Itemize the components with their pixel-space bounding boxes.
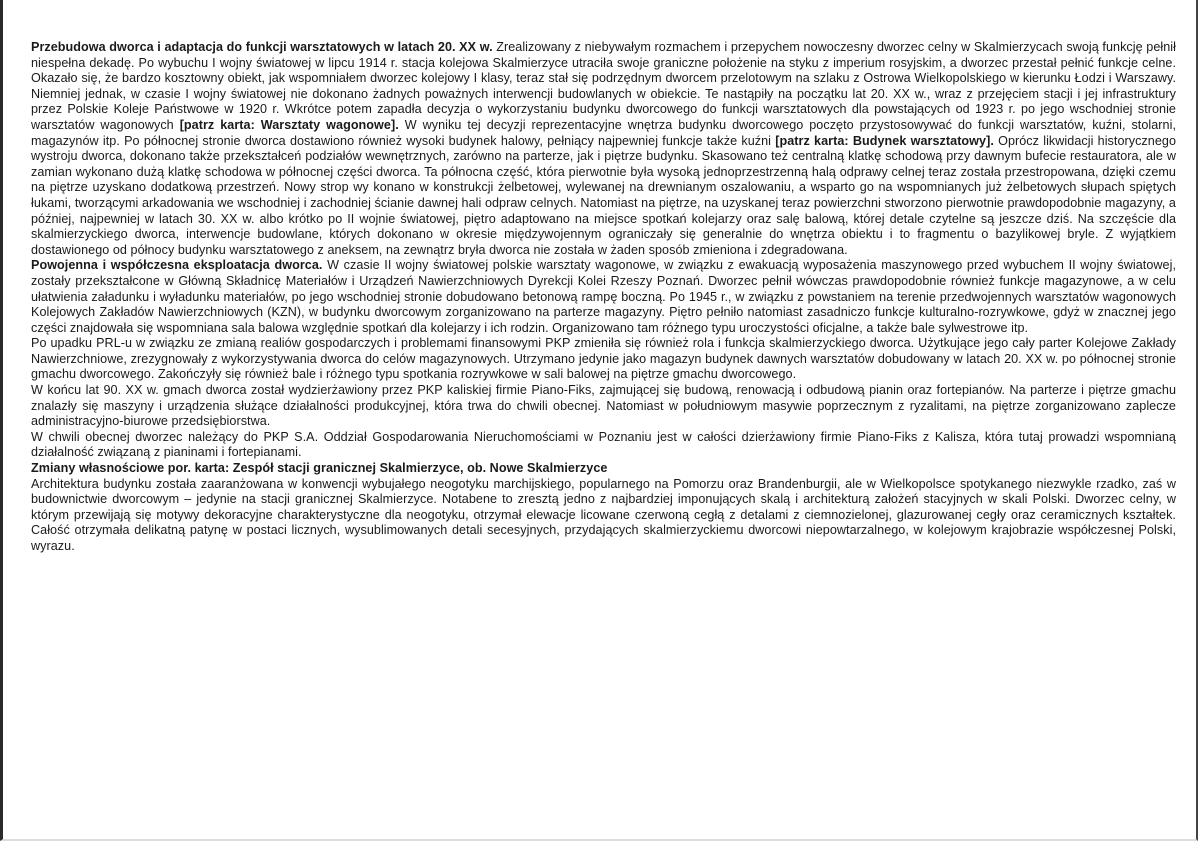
paragraph xyxy=(31,383,1176,430)
paragraph xyxy=(31,430,1176,461)
paragraph xyxy=(31,461,1176,477)
text-run: W czasie II wojny światowej polskie warsztaty wagonowe, w związku z ewakuacją wyposażenia maszynowego przed wybuchem II wojny światowej, zostały przekształcone w Główną Składnicę Materiałów i Urządzeń Nawierzchniowych Dyrekcji Kolei Rzeszy Poznań. Dworzec pełnił wówczas prawdopodobnie również funkcje magazynowe, a w celu ułatwienia załadunku i wyładunku materiałów, po jego wschodniej stronie dobudowano betonową rampę boczną. Po 1945 r., w związku z powstaniem na terenie przedwojennych warsztatów wagonowych Kolejowych Zakładów Nawierzchniowych (KZN), w budynku dworcowym zorganizowano na parterze magazyny. Piętro pełniło natomiast zasadniczo funkcje kulturalno-rozrywkowe, gdyż w znacznej jego części znajdowała się wspomniana sala balowa względnie spotkań dla kolejarzy i ich rodzin. Organizowano tam różnego typu uroczystości oficjalne, a także bale sylwestrowe itp. xyxy=(31,258,1176,335)
text-run: W chwili obecnej dworzec należący do PKP S.A. Oddział Gospodarowania Nieruchomościami w Poznaniu jest w całości dzierżawiony firmie Piano-Fiks z Kalisza, która tutaj prowadzi wspomnianą działalność związaną z pianinami i fortepianami. xyxy=(31,429,1176,460)
bold-text-run: [patrz karta: Budynek warsztatowy]. xyxy=(775,133,994,148)
document-text xyxy=(31,40,1176,555)
paragraph xyxy=(31,258,1176,336)
bold-text-run: Powojenna i współczesna eksploatacja dworca. xyxy=(31,258,323,273)
text-run: Po upadku PRL-u w związku ze zmianą realiów gospodarczych i problemami finansowymi PKP zmieniła się również rola i funkcja skalmierzyckiego dworca. Użytkujące jego cały parter Kolejowe Zakłady Nawierzchniowe, zrezygnowały z wykorzystywania dworca do celów magazynowych. Utrzymano jedynie jako magazyn budynek dawnych warsztatów dobudowany w latach 20. XX w. po północnej stronie gmachu dworcowego. Zakończyły się również bale i różnego typu spotkania rozrywkowe w sali balowej na piętrze gmachu dworcowego. xyxy=(31,336,1176,382)
paragraph xyxy=(31,40,1176,258)
bold-text-run: Zmiany własnościowe por. karta: Zespół stacji granicznej Skalmierzyce, ob. Nowe Skalmierzyce xyxy=(31,461,608,476)
text-run: W końcu lat 90. XX w. gmach dworca został wydzierżawiony przez PKP kaliskiej firmie Piano-Fiks, zajmującej się budową, renowacją i odbudową pianin oraz fortepianów. Na parterze i piętrze gmachu znalazły się maszyny i urządzenia służące działalności produkcyjnej, która trwa do chwili obecnej. Natomiast w południowym masywie poprzecznym z ryzalitami, na piętrze zorganizowano zaplecze administracyjno-biurowe przedsiębiorstwa. xyxy=(31,383,1176,429)
paragraph xyxy=(31,477,1176,555)
paragraph xyxy=(31,336,1176,383)
bold-text-run: Przebudowa dworca i adaptacja do funkcji warsztatowych w latach 20. XX w. xyxy=(31,40,493,54)
text-run: Oprócz likwidacji historycznego wystroju dworca, dokonano także przekształceń podziałów wewnętrznych, zarówno na parterze, jak i piętrze budynku. Skasowano też centralną klatkę schodową przy dawnym bufecie restauratora, ale w zamian wykonano dużą klatkę schodowa w północnej części dworca. Ta północna część, która pierwotnie była wysoką jednoprzestrzenną halą odprawy celnej teraz została przestropowana, dzięki czemu na piętrze uzyskano dodatkową przestrzeń. Nowy strop wy konano w konstrukcji żelbetowej, wylewanej na drewnianym oszalowaniu, a wsparto go na wspomnianych już żelbetowych słupach spiętych łukami, tworzącymi arkadowania we wschodniej i zachodniej ścianie dawnej hali odpraw celnych. Natomiast na piętrze, na uzyskanej teraz powierzchni stworzono pierwotnie prawdopodobnie magazyny, a później, najpewniej w latach 30. XX w. albo krótko po II wojnie światowej, piętro adaptowano na miejsce spotkań kolejarzy oraz salę balową, której detale czytelne są jeszcze dziś. Na szczęście dla skalmierzyckiego dworca, interwencje budowlane, których dokonano w okresie międzywojennym ograniczały się generalnie do wnętrza obiektu i to fragmentu o bazylikowej bryle. Z wyjątkiem dostawionego od północy budynku warsztatowego z aneksem, na zewnątrz bryła dworca nie została w żaden sposób zmieniona i zdegradowana. xyxy=(31,133,1176,257)
text-run: Architektura budynku została zaaranżowana w konwencji wybujałego neogotyku marchijskiego, popularnego na Pomorzu oraz Brandenburgii, ale w Wielkopolsce spotykanego niezwykle rzadko, zaś w budownictwie dworcowym – jedynie na stacji granicznej Skalmierzyce. Notabene to zresztą jedno z najbardziej imponujących skalą i architekturą założeń stacyjnych w skali Polski. Dworzec celny, w którym przewijają się motywy dekoracyjne charakterystyczne dla neogotyku, otrzymał elewacje licowane czerwoną cegłą z detalami z ciemnozielonej, glazurowanej cegły oraz ceramicznych kształtek. Całość otrzymała delikatną patynę w postaci licznych, wysublimowanych detali secesyjnych, przydających skalmierzyckiemu dworcowi niepowtarzalnego, w kolejowym krajobrazie współczesnej Polski, wyrazu. xyxy=(31,476,1176,553)
bold-text-run: [patrz karta: Warsztaty wagonowe]. xyxy=(179,117,399,132)
text-run: W wyniku tej decyzji reprezentacyjne wnętrza budynku dworcowego poczęto przystosowywać do funkcji warsztatów, kuźni, stolarni, magazynów itp. Po północnej stronie dworca dostawiono również wysoki budynek halowy, pełniący najpewniej funkcje także kuźni xyxy=(31,117,1176,148)
text-run: Zrealizowany z niebywałym rozmachem i przepychem nowoczesny dworzec celny w Skalmierzycach swoją funkcję pełnił niespełna dekadę. Po wybuchu I wojny światowej w lipcu 1914 r. stacja kolejowa Skalmierzyce utraciła swoje graniczne położenie na styku z imperium rosyjskim, a dworzec przestał pełnić funkcje celne. Okazało się, że bardzo kosztowny obiekt, jak wspomniałem dworzec kolejowy I klasy, teraz stał się podrzędnym dworcem przelotowym na szlaku z Ostrowa Wielkopolskiego w kierunku Łodzi i Warszawy. Niemniej jednak, w czasie I wojny światowej nie dokonano żadnych poważnych interwencji budowlanych w obiekcie. Te nastąpiły na początku lat 20. XX w., wraz z przejęciem stacji i jej infrastruktury przez Polskie Koleje Państwowe w 1920 r. Wkrótce potem zapadła decyzja o wykorzystaniu budynku dworcowego do funkcji warsztatowych dla powstających od 1923 r. po jego wschodniej stronie warsztatów wagonowych xyxy=(31,40,1176,132)
